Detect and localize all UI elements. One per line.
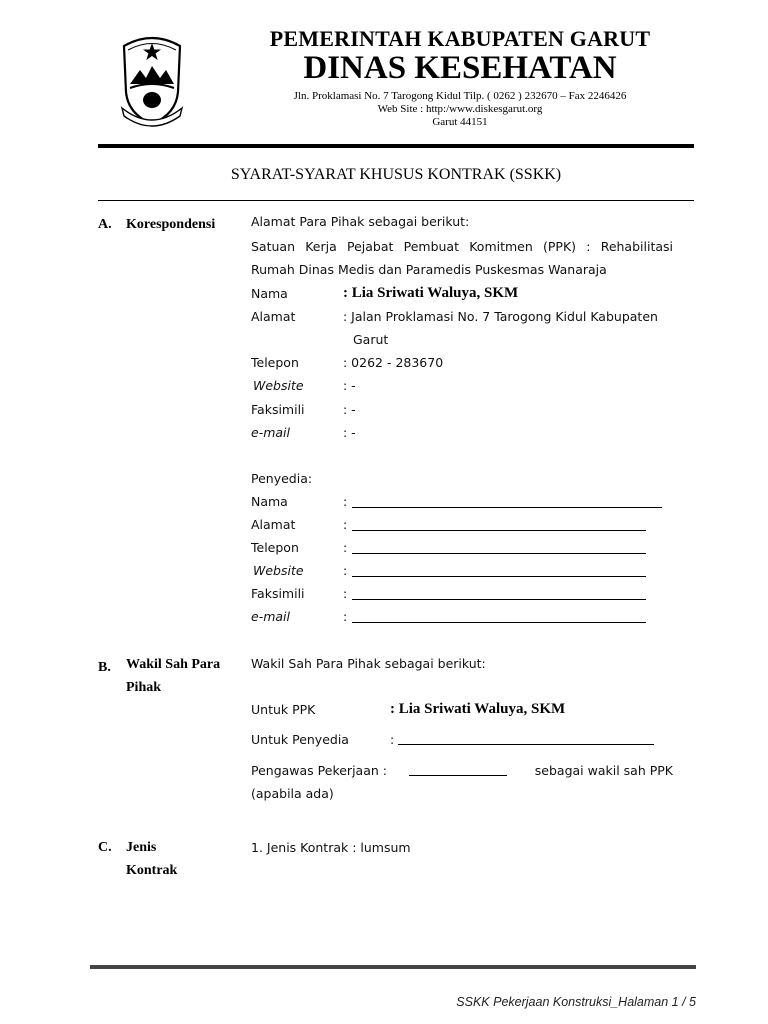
garut-regency-logo [114,32,190,128]
ppk-website-value: : - [343,378,356,393]
penyedia-website-colon: : [343,563,348,578]
untuk-penyedia-label: Untuk Penyedia [251,732,349,747]
penyedia-website-blank [352,576,646,577]
pengawas-part1: Pengawas Pekerjaan : [251,763,387,778]
penyedia-nama-label: Nama [251,494,288,509]
jenis-kontrak-item: 1. Jenis Kontrak : lumsum [251,840,411,855]
ppk-website-label: Website [253,378,304,393]
penyedia-telepon-blank [352,553,646,554]
section-c-letter: C. [98,840,112,855]
pengawas-part2: sebagai wakil sah PPK [534,763,673,778]
penyedia-website-label: Website [253,563,304,578]
ppk-alamat-value-2: Garut [353,332,389,347]
penyedia-nama-blank [352,507,662,508]
ppk-email-label: e-mail [251,425,290,440]
section-a-title: Korespondensi [126,217,216,232]
penyedia-alamat-colon: : [343,517,348,532]
letterhead-rule [98,144,694,148]
pengawas-blank [409,775,507,776]
section-b-title-line1: Wakil Sah Para [126,657,221,672]
untuk-penyedia-colon: : [390,732,395,747]
letterhead-contact [230,90,690,129]
penyedia-email-blank [352,622,646,623]
ppk-faksimili-label: Faksimili [251,402,305,417]
document-title: SYARAT-SYARAT KHUSUS KONTRAK (SSKK) [230,166,562,183]
penyedia-email-colon: : [343,609,348,624]
ppk-alamat-value: : Jalan Proklamasi No. 7 Tarogong Kidul Kabupaten [343,309,658,324]
penyedia-heading: Penyedia: [251,471,313,486]
penyedia-faksimili-colon: : [343,586,348,601]
penyedia-alamat-label: Alamat [251,517,296,532]
letterhead-government: PEMERINTAH KABUPATEN GARUT [269,26,651,51]
section-a-letter: A. [98,217,112,232]
untuk-penyedia-blank [398,744,654,745]
ppk-telepon-label: Telepon [251,355,299,370]
ppk-nama-label: Nama [251,286,288,301]
letterhead-agency: DINAS KESEHATAN [303,50,617,86]
section-c-title-line2: Kontrak [126,863,178,878]
penyedia-telepon-label: Telepon [251,540,299,555]
penyedia-telepon-colon: : [343,540,348,555]
penyedia-nama-colon: : [343,494,348,509]
penyedia-faksimili-label: Faksimili [251,586,305,601]
section-b-letter: B. [98,660,111,675]
ppk-nama-value: : Lia Sriwati Waluya, SKM [343,285,519,301]
section-b-title-line2: Pihak [126,680,162,695]
penyedia-faksimili-blank [352,599,646,600]
ppk-alamat-label: Alamat [251,309,296,324]
ppk-email-value: : - [343,425,356,440]
ppk-description: Satuan Kerja Pejabat Pembuat Komitmen (PPK) : Rehabilitasi Rumah Dinas Medis dan Paramedis Puskesmas Wanaraja [251,239,673,277]
untuk-ppk-label: Untuk PPK [251,702,316,717]
letterhead-city: Garut 44151 [432,116,488,128]
section-a-intro: Alamat Para Pihak sebagai berikut: [251,214,470,229]
title-rule [98,200,694,201]
section-b-title [126,653,220,699]
ppk-faksimili-value: : - [343,402,356,417]
section-b-intro: Wakil Sah Para Pihak sebagai berikut: [251,656,486,671]
section-c-title-line1: Jenis [126,840,157,855]
penyedia-email-label: e-mail [251,609,290,624]
ppk-telepon-value: : 0262 - 283670 [343,355,444,370]
page-footer: SSKK Pekerjaan Konstruksi_Halaman 1 / 5 [456,995,696,1009]
letterhead-address: Jln. Proklamasi No. 7 Tarogong Kidul Tilp. ( 0262 ) 232670 – Fax 2246426 [293,90,627,102]
letterhead-website: Web Site : http:/www.diskesgarut.org [377,103,543,115]
footer-rule [90,965,696,969]
penyedia-alamat-blank [352,530,646,531]
section-c-title [126,836,177,882]
untuk-ppk-value: : Lia Sriwati Waluya, SKM [390,701,566,717]
pengawas-line2: (apabila ada) [251,786,334,801]
